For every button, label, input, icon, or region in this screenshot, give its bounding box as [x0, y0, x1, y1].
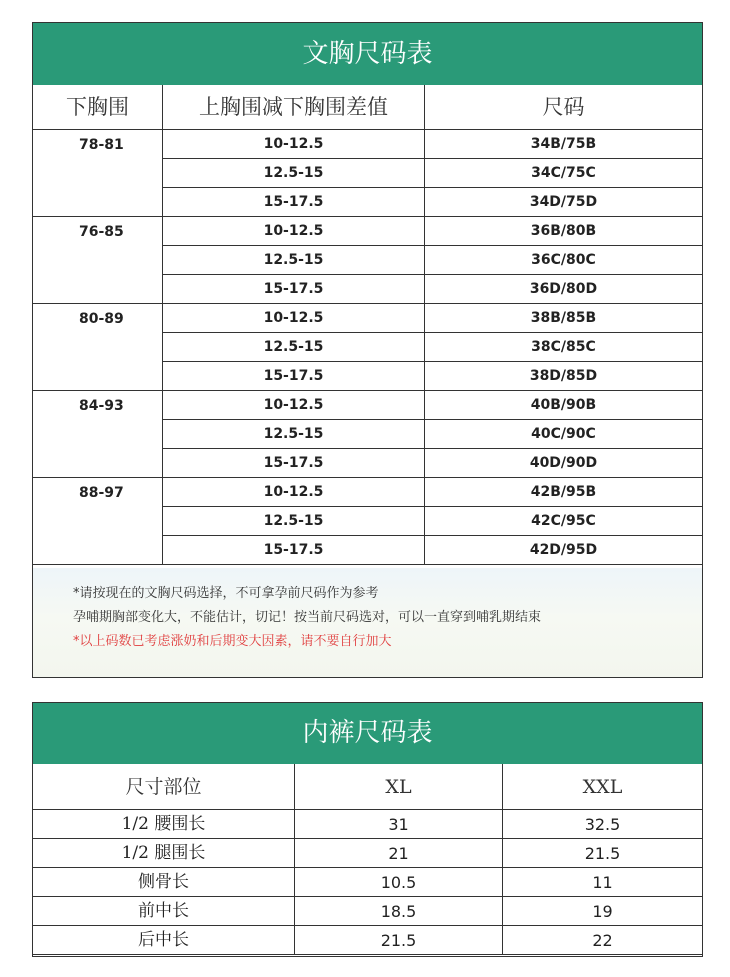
- size-value: 40C/90C: [425, 420, 702, 449]
- table-row: [163, 478, 702, 507]
- difference-value: 12.5-15: [163, 246, 425, 275]
- table-row: [163, 420, 702, 449]
- underbust-range: 80-89: [33, 304, 163, 391]
- table-row: [163, 507, 702, 536]
- difference-value: 10-12.5: [163, 217, 425, 246]
- difference-value: 10-12.5: [163, 391, 425, 420]
- underwear-size-table: [32, 702, 703, 957]
- size-group: [33, 478, 702, 565]
- size-value: 38C/85C: [425, 333, 702, 362]
- xl-value: 18.5: [295, 897, 503, 926]
- measurement-name: 1/2 腰围长: [33, 810, 295, 839]
- table-row: [163, 362, 702, 391]
- header-underbust: 下胸围: [33, 85, 163, 130]
- difference-value: 12.5-15: [163, 420, 425, 449]
- xxl-value: 32.5: [503, 810, 702, 839]
- xxl-value: 11: [503, 868, 702, 897]
- table-row: [163, 188, 702, 217]
- underbust-range: 84-93: [33, 391, 163, 478]
- size-value: 34B/75B: [425, 130, 702, 159]
- table-row: [163, 159, 702, 188]
- underbust-range: 88-97: [33, 478, 163, 565]
- table-row: [163, 275, 702, 304]
- table-row: [163, 449, 702, 478]
- xxl-value: 21.5: [503, 839, 702, 868]
- difference-value: 15-17.5: [163, 449, 425, 478]
- difference-value: 10-12.5: [163, 130, 425, 159]
- size-value: 34C/75C: [425, 159, 702, 188]
- header-measurement: 尺寸部位: [33, 764, 295, 810]
- xl-value: 21: [295, 839, 503, 868]
- difference-value: 10-12.5: [163, 304, 425, 333]
- size-value: 40B/90B: [425, 391, 702, 420]
- measurement-name: 侧骨长: [33, 868, 295, 897]
- note-line: *请按现在的文胸尺码选择，不可拿孕前尺码作为参考: [73, 586, 379, 601]
- size-group: [33, 217, 702, 304]
- size-value: 36C/80C: [425, 246, 702, 275]
- difference-value: 15-17.5: [163, 362, 425, 391]
- size-value: 36D/80D: [425, 275, 702, 304]
- size-value: 34D/75D: [425, 188, 702, 217]
- size-group: [33, 130, 702, 217]
- xl-value: 31: [295, 810, 503, 839]
- measurement-name: 前中长: [33, 897, 295, 926]
- table-row: [163, 217, 702, 246]
- xxl-value: 19: [503, 897, 702, 926]
- measurement-name: 1/2 腿围长: [33, 839, 295, 868]
- header-size: 尺码: [425, 85, 702, 130]
- difference-value: 15-17.5: [163, 275, 425, 304]
- size-group: [33, 304, 702, 391]
- underwear-table-title: 内裤尺码表: [33, 703, 702, 764]
- size-value: 40D/90D: [425, 449, 702, 478]
- size-value: 38B/85B: [425, 304, 702, 333]
- note-line: 孕哺期胸部变化大，不能估计，切记！按当前尺码选对，可以一直穿到哺乳期结束: [73, 610, 542, 625]
- size-notes: [33, 568, 702, 678]
- size-value: 36B/80B: [425, 217, 702, 246]
- table-row: [163, 246, 702, 275]
- difference-value: 12.5-15: [163, 333, 425, 362]
- header-xl: XL: [295, 764, 503, 810]
- table-row: [163, 333, 702, 362]
- difference-value: 15-17.5: [163, 536, 425, 565]
- size-value: 42C/95C: [425, 507, 702, 536]
- measurement-name: 后中长: [33, 926, 295, 955]
- difference-value: 12.5-15: [163, 159, 425, 188]
- difference-value: 15-17.5: [163, 188, 425, 217]
- table-row: [163, 391, 702, 420]
- xxl-value: 22: [503, 926, 702, 955]
- size-group: [33, 391, 702, 478]
- size-value: 38D/85D: [425, 362, 702, 391]
- difference-value: 12.5-15: [163, 507, 425, 536]
- header-bust-difference: 上胸围减下胸围差值: [163, 85, 425, 130]
- note-line-warning: *以上码数已考虑涨奶和后期变大因素，请不要自行加大: [73, 634, 392, 649]
- size-value: 42B/95B: [425, 478, 702, 507]
- underbust-range: 76-85: [33, 217, 163, 304]
- xl-value: 10.5: [295, 868, 503, 897]
- underbust-range: 78-81: [33, 130, 163, 217]
- bra-size-table: [32, 22, 703, 678]
- bra-table-title: 文胸尺码表: [33, 23, 702, 85]
- bra-table-grid: [33, 85, 702, 591]
- header-xxl: XXL: [503, 764, 702, 810]
- difference-value: 10-12.5: [163, 478, 425, 507]
- table-row: [163, 130, 702, 159]
- table-row: [163, 304, 702, 333]
- size-value: 42D/95D: [425, 536, 702, 565]
- table-row: [163, 536, 702, 565]
- xl-value: 21.5: [295, 926, 503, 955]
